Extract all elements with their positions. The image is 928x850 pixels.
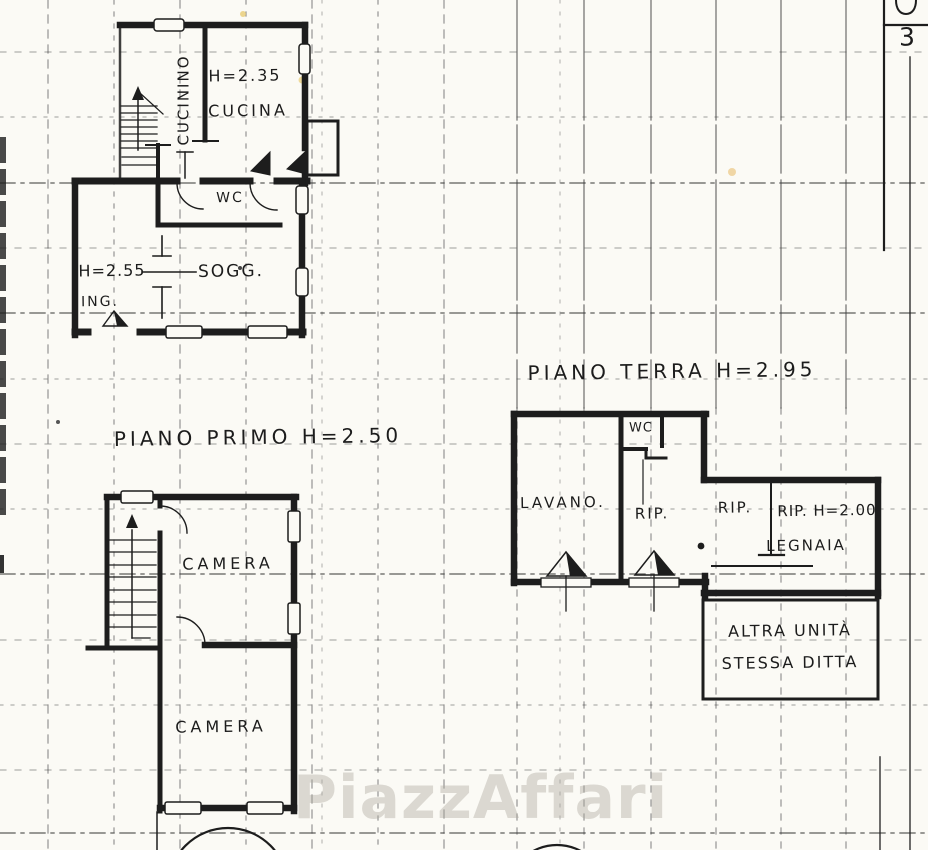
room-label-rip-2: RIP. [717, 498, 753, 517]
note-other-unit-line2: STESSA DITTA [721, 652, 859, 673]
note-other-unit-line1: ALTRA UNITÀ [727, 620, 853, 641]
room-label-cucinino: CUCININO [174, 54, 193, 146]
room-label-camera-1: CAMERA [182, 553, 274, 574]
page-number: 3 [898, 22, 916, 52]
watermark: PiazzAffari [293, 763, 669, 833]
floor-title-primo: PIANO PRIMO H=2.50 [113, 422, 403, 452]
height-label-sogg: H=2.55 [78, 260, 146, 281]
door-triangle-icons [251, 151, 306, 175]
unit-first-floor-lower-walls [88, 497, 296, 850]
staircase-lower-icon [110, 514, 156, 638]
room-label-wc-ground: WC [628, 420, 654, 436]
room-label-wc-first: WC [216, 189, 244, 207]
room-label-ing: ING. [80, 293, 120, 311]
height-label-cucina: H=2.35 [208, 65, 282, 86]
door-pivot-dot [698, 543, 705, 550]
floor-title-terra: PIANO TERRA H=2.95 [527, 356, 817, 386]
room-label-rip-legnaia-height: RIP. H=2.00 [777, 500, 877, 521]
partial-digit-glyph [896, 0, 916, 14]
room-label-cucina: CUCINA [208, 100, 288, 121]
other-unit-box [703, 600, 878, 699]
window-symbols [121, 19, 310, 814]
room-label-sogg: SOGG. [197, 261, 265, 282]
room-label-lavano: LAVANO. [519, 492, 606, 513]
room-label-rip-1: RIP. [634, 504, 670, 523]
room-label-legnaia: LEGNAIA [766, 535, 846, 556]
room-label-camera-2: CAMERA [175, 716, 267, 737]
